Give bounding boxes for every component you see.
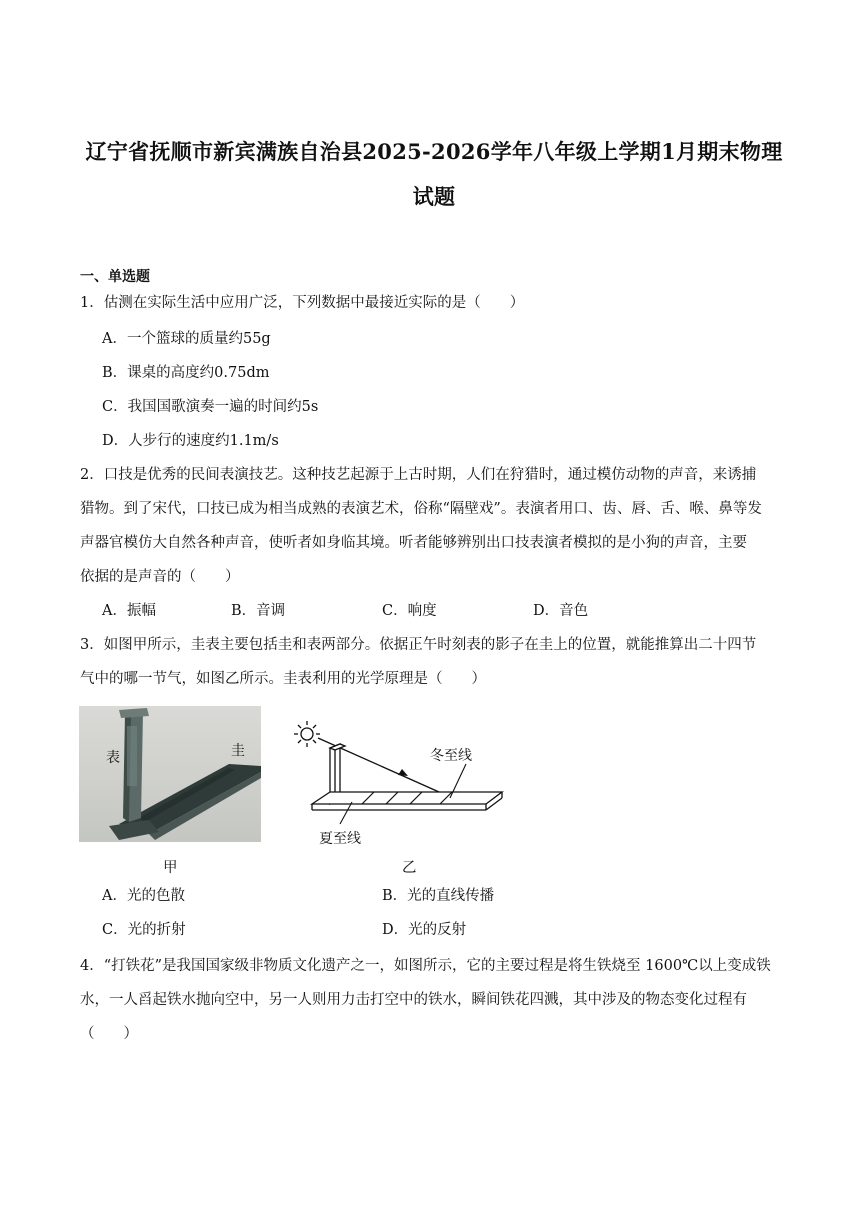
q1-option-b: B．课桌的高度约0.75dm bbox=[102, 365, 270, 381]
q2-option-b: B．音调 bbox=[231, 603, 286, 619]
q4-line3: （ ） bbox=[80, 1026, 138, 1042]
page-title-line1: 辽宁省抚顺市新宾满族自治县2025-2026学年八年级上学期1月期末物理 bbox=[85, 139, 783, 164]
plank bbox=[312, 792, 502, 804]
q4-line2: 水，一人舀起铁水抛向空中，另一人则用力击打空中的铁水，瞬间铁花四溅，其中涉及的物态变化过程有 bbox=[80, 992, 747, 1008]
guibiao-photo-drawing bbox=[79, 706, 261, 842]
q2-line2: 猎物。到了宋代，口技已成为相当成熟的表演艺术，俗称“隔壁戏”。表演者用口、齿、唇、舌、喉、鼻等发 bbox=[80, 501, 762, 517]
guibiao-photo bbox=[79, 706, 261, 842]
q3-option-a: A．光的色散 bbox=[102, 888, 185, 904]
figure-jia-caption: 甲 bbox=[163, 860, 178, 876]
label-biao: 表 bbox=[106, 750, 120, 766]
q1-option-c: C．我国国歌演奏一遍的时间约5s bbox=[102, 399, 319, 415]
q2-line1: 2．口技是优秀的民间表演技艺。这种技艺起源于上古时期，人们在狩猎时，通过模仿动物的声音，来诱捕 bbox=[80, 467, 757, 483]
section-heading: 一、单选题 bbox=[80, 269, 150, 285]
label-xiazhi: 夏至线 bbox=[319, 831, 361, 847]
q2-line4: 依据的是声音的（ ） bbox=[80, 569, 240, 585]
q4-line1: 4．“打铁花”是我国国家级非物质文化遗产之一，如图所示，它的主要过程是将生铁烧至 1600℃以上变成铁 bbox=[80, 958, 771, 974]
guibiao-diagram bbox=[290, 716, 520, 836]
xiazhi-leader bbox=[340, 802, 352, 824]
q2-option-d: D．音色 bbox=[533, 603, 589, 619]
q1-option-d: D．人步行的速度约1.1m/s bbox=[102, 433, 279, 449]
label-dongzhi: 冬至线 bbox=[430, 748, 472, 764]
q1-option-a: A．一个篮球的质量约55g bbox=[102, 331, 271, 347]
q2-option-a: A．振幅 bbox=[102, 603, 156, 619]
label-gui: 圭 bbox=[231, 743, 245, 759]
q1-stem: 1．估测在实际生活中应用广泛，下列数据中最接近实际的是（ ） bbox=[80, 295, 525, 311]
q2-option-c: C．响度 bbox=[382, 603, 437, 619]
q3-line2: 气中的哪一节气，如图乙所示。圭表利用的光学原理是（ ） bbox=[80, 671, 486, 687]
page-title-line2: 试题 bbox=[412, 184, 456, 209]
q3-option-b: B．光的直线传播 bbox=[382, 888, 495, 904]
q3-line1: 3．如图甲所示，圭表主要包括圭和表两部分。依据正午时刻表的影子在圭上的位置，就能推算出二十四节 bbox=[80, 637, 757, 653]
figure-yi-caption: 乙 bbox=[402, 860, 417, 876]
ray-arrow bbox=[398, 769, 408, 776]
q3-option-c: C．光的折射 bbox=[102, 922, 186, 938]
sun-icon bbox=[294, 721, 320, 747]
q2-line3: 声器官模仿大自然各种声音，使听者如身临其境。听者能够辨别出口技表演者模拟的是小狗的声音，主要 bbox=[80, 535, 747, 551]
q3-option-d: D．光的反射 bbox=[382, 922, 467, 938]
